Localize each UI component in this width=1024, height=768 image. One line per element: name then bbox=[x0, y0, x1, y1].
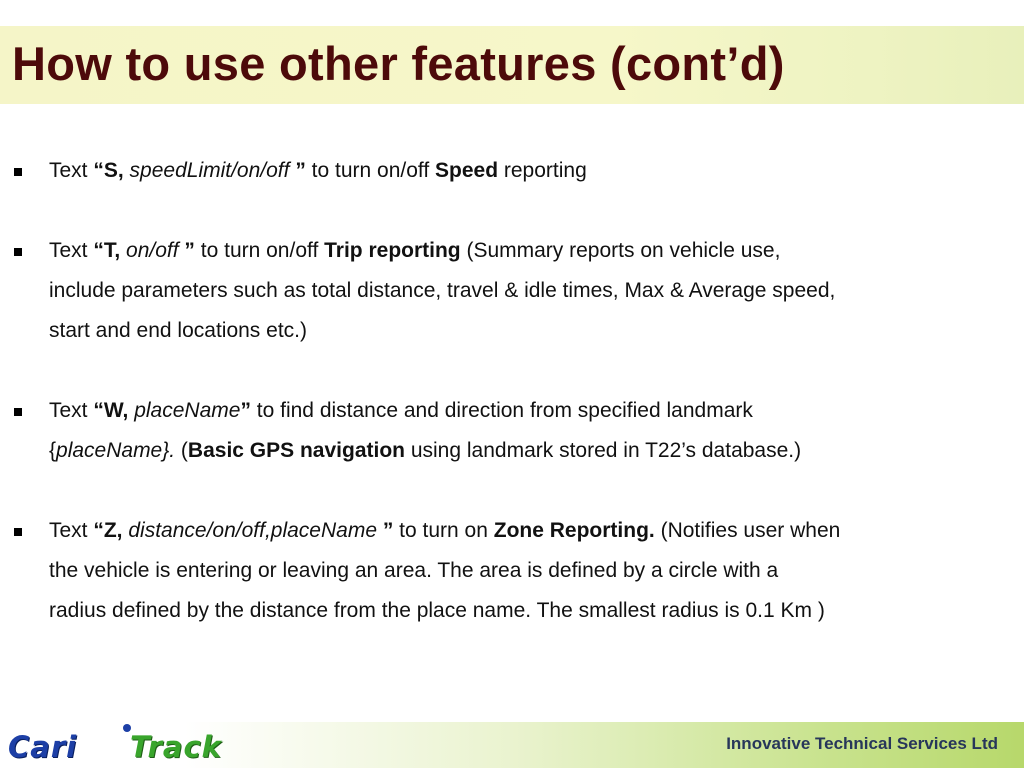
text-run: Trip reporting bbox=[324, 239, 461, 262]
bullet-marker-1 bbox=[14, 168, 22, 176]
text-run: “Z, bbox=[93, 519, 129, 542]
text-run: ( bbox=[175, 439, 188, 462]
text-run: on/off bbox=[126, 239, 185, 262]
bullet-line bbox=[49, 311, 1014, 351]
text-run: speedLimit/on/off bbox=[129, 159, 296, 182]
bullet-item-4 bbox=[49, 511, 1014, 631]
bullet-item-2 bbox=[49, 231, 1014, 351]
text-run: placeName}. bbox=[56, 439, 176, 462]
bullet-line bbox=[49, 151, 1014, 191]
text-run: Text bbox=[49, 519, 94, 542]
bullet-line bbox=[49, 231, 1014, 271]
logo-text-cari: Cari bbox=[8, 730, 78, 764]
text-run: the vehicle is entering or leaving an area. The area is defined by a circle with a bbox=[49, 559, 779, 582]
text-run: { bbox=[49, 439, 57, 462]
text-run: ” bbox=[240, 399, 251, 422]
text-run: reporting bbox=[498, 159, 587, 182]
text-run: ” bbox=[382, 519, 394, 542]
text-run: Zone Reporting. bbox=[493, 519, 655, 542]
bullet-line bbox=[49, 551, 1014, 591]
bullet-line bbox=[49, 591, 1014, 631]
text-run: using landmark stored in T22’s database.) bbox=[405, 439, 802, 462]
slide-title: How to use other features (cont’d) bbox=[12, 37, 785, 90]
logo-text-track: Track bbox=[130, 730, 222, 764]
text-run: Speed bbox=[435, 159, 499, 182]
text-run: (Summary reports on vehicle use, bbox=[460, 239, 781, 262]
text-run: distance/on/off,placeName bbox=[128, 519, 383, 542]
bullet-marker-2 bbox=[14, 248, 22, 256]
text-run: Text bbox=[49, 239, 94, 262]
bullet-line bbox=[49, 391, 1014, 431]
text-run: to turn on bbox=[393, 519, 494, 542]
bullet-marker-3 bbox=[14, 408, 22, 416]
caritrack-logo bbox=[8, 724, 222, 764]
text-run: radius defined by the distance from the place name. The smallest radius is 0.1 Km ) bbox=[49, 599, 825, 622]
text-run: (Notifies user when bbox=[654, 519, 841, 542]
text-run: placeName bbox=[134, 399, 241, 422]
bullet-item-1 bbox=[49, 151, 1014, 191]
bullet-item-3 bbox=[49, 391, 1014, 471]
text-run: Text bbox=[49, 399, 94, 422]
text-run: Basic GPS navigation bbox=[187, 439, 405, 462]
bullet-line bbox=[49, 431, 1014, 471]
text-run: ” bbox=[295, 159, 306, 182]
text-run: start and end locations etc.) bbox=[49, 319, 307, 342]
text-run: Text bbox=[49, 159, 94, 182]
footer-company-name: Innovative Technical Services Ltd bbox=[726, 734, 998, 753]
bullet-line bbox=[49, 271, 1014, 311]
bullet-marker-4 bbox=[14, 528, 22, 536]
text-run: “S, bbox=[93, 159, 130, 182]
text-run: ” bbox=[184, 239, 195, 262]
bullet-line bbox=[49, 511, 1014, 551]
text-run: “W, bbox=[93, 399, 135, 422]
text-run: to turn on/off bbox=[194, 239, 325, 262]
text-run: to find distance and direction from specified landmark bbox=[250, 399, 753, 422]
text-run: “T, bbox=[93, 239, 127, 262]
text-run: to turn on/off bbox=[305, 159, 436, 182]
text-run: include parameters such as total distance, travel & idle times, Max & Average speed, bbox=[49, 279, 836, 302]
